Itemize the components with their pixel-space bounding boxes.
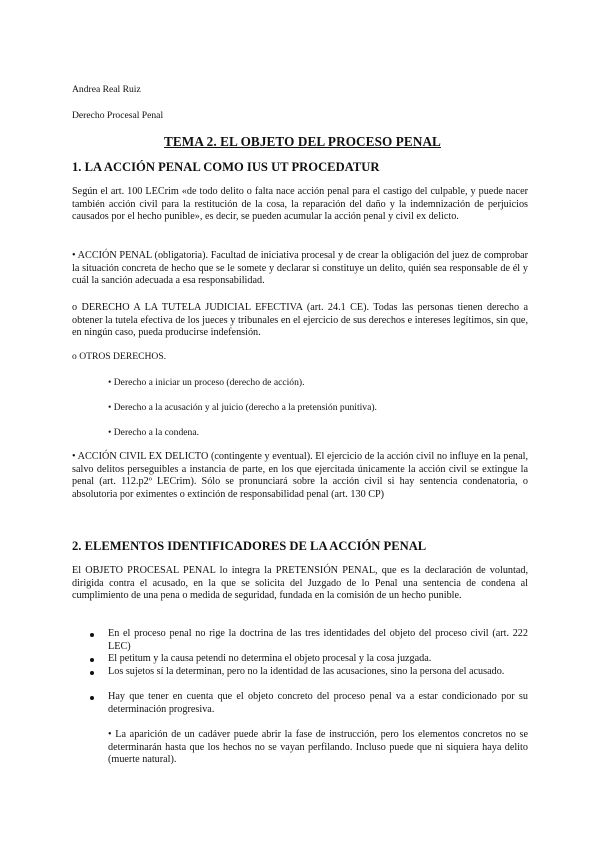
section-2-intro: El OBJETO PROCESAL PENAL lo integra la PRETENSIÓN PENAL, que es la declaración de voluntad, dirigida contra el acusado, en la que se solicita del Juzgado de lo Penal una sentencia de condena al cumplimiento de una pena o medida de seguridad, fundada en la comisión de un hecho punible. <box>72 565 528 602</box>
bullet-dot-icon <box>90 696 94 700</box>
accion-penal-paragraph: • ACCIÓN PENAL (obligatoria). Facultad de iniciativa procesal y de crear la obligación del juez de comprobar la situación concreta de hecho que se le somete y declarar si constituye un delito, quién sea responsable de él y cuál la sanción adecuada a esa responsabilidad. <box>72 250 528 287</box>
tutela-judicial-paragraph: o DERECHO A LA TUTELA JUDICIAL EFECTIVA (art. 24.1 CE). Todas las personas tienen derecho a obtener la tutela efectiva de los jueces y tribunales en el ejercicio de sus derechos e intereses legítimos, sin que, en ningún caso, pueda producirse indefensión. <box>72 302 528 339</box>
list-item: Los sujetos sí la determinan, pero no la identidad de las acusaciones, sino la persona del acusado. <box>108 666 505 677</box>
list-item: En el proceso penal no rige la doctrina de las tres identidades del objeto del proceso civil (art. 222 LEC) <box>108 628 528 652</box>
bullet-dot-icon <box>90 633 94 637</box>
otros-derechos-label: o OTROS DERECHOS. <box>72 351 167 362</box>
bullet-dot-icon <box>90 671 94 675</box>
author-name: Andrea Real Ruiz <box>72 84 141 95</box>
section-2-heading: 2. ELEMENTOS IDENTIFICADORES DE LA ACCIÓN PENAL <box>72 539 427 553</box>
section-1-heading: 1. LA ACCIÓN PENAL COMO IUS UT PROCEDATUR <box>72 160 380 174</box>
section-1-intro: Según el art. 100 LECrim «de todo delito o falta nace acción penal para el castigo del culpable, y puede nacer también acción civil para la restitución de la cosa, la reparación del daño y la indemnización de perjuicios causados por el hecho punible», es decir, se pueden acumular la acción penal y civil ex delicto. <box>72 186 528 223</box>
list-item: El petitum y la causa petendi no determina el objeto procesal y la cosa juzgada. <box>108 653 432 664</box>
document-title: TEMA 2. EL OBJETO DEL PROCESO PENAL <box>164 134 441 149</box>
otros-derechos-item: • Derecho a la condena. <box>108 427 199 438</box>
list-item: Hay que tener en cuenta que el objeto concreto del proceso penal va a estar condicionado por su determinación progresiva. <box>108 691 528 715</box>
subject-name: Derecho Procesal Penal <box>72 110 164 121</box>
sub-note-paragraph: • La aparición de un cadáver puede abrir la fase de instrucción, pero los elementos concretos no se determinarán hasta que los hechos no se vayan perfilando. Incluso puede que ni siquiera haya delito (muerte natural). <box>108 729 528 766</box>
otros-derechos-item: • Derecho a la acusación y al juicio (derecho a la pretensión punitiva). <box>108 402 377 413</box>
otros-derechos-item: • Derecho a iniciar un proceso (derecho de acción). <box>108 377 305 388</box>
accion-civil-paragraph: • ACCIÓN CIVIL EX DELICTO (contingente y eventual). El ejercicio de la acción civil no influye en la penal, salvo delitos perseguibles a instancia de parte, en los que ejercitada únicamente la acción civil se extingue la penal (art. 112.p2º LECrim). Sólo se pronunciará sobre la acción civil si hay sentencia condenatoria, o absolutoria por eximentes o extinción de responsabilidad penal (art. 130 CP) <box>72 451 528 500</box>
bullet-dot-icon <box>90 658 94 662</box>
